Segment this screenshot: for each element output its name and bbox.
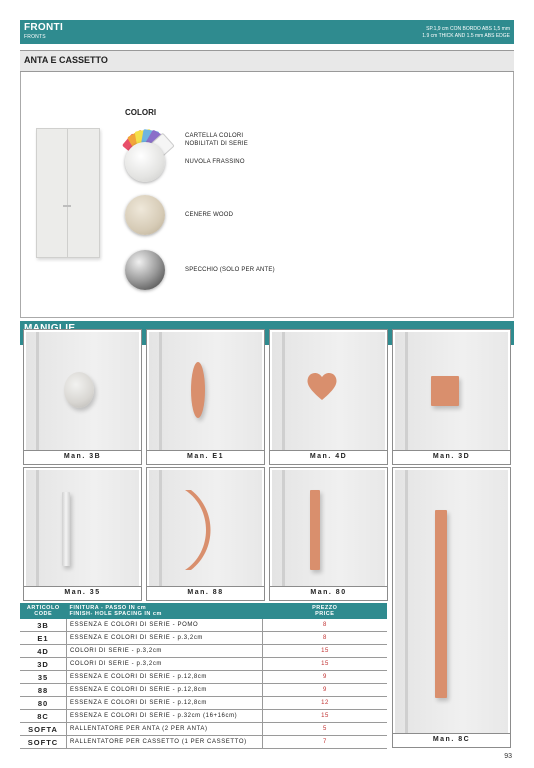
- color-item-cenere-wood: [125, 195, 325, 235]
- cenere-wood-swatch: [125, 195, 165, 235]
- handle-image-35: [26, 470, 139, 586]
- bar-handle-80-icon: [310, 490, 320, 570]
- col-finish-en: FINISH- HOLE SPACING IN cm: [69, 611, 162, 617]
- header-spec-it: SP.1,9 cm CON BORDO ABS 1,5 mm: [426, 26, 510, 32]
- handle-image-4d: [272, 332, 385, 450]
- section-bar: [20, 50, 514, 72]
- table-row: [20, 723, 387, 736]
- row-code: SOFTA: [20, 723, 67, 736]
- handle-card-35: [23, 467, 142, 601]
- row-code: 8C: [20, 710, 67, 723]
- color-label-specchio: SPECCHIO (SOLO PER ANTE): [185, 267, 275, 273]
- col-code: [20, 603, 67, 619]
- row-finish: ESSENZA E COLORI DI SERIE - p.32cm (16+16cm): [67, 710, 263, 723]
- colori-title: COLORI: [125, 108, 157, 117]
- header-title: FRONTI: [24, 22, 64, 33]
- col-finish: [67, 603, 263, 619]
- row-finish: RALLENTATORE PER CASSETTO (1 PER CASSETTO): [67, 736, 263, 749]
- handle-label-80: Man. 80: [270, 586, 387, 599]
- square-handle-icon: [431, 376, 459, 406]
- row-price: 7: [263, 736, 388, 749]
- handle-label-3d: Man. 3D: [393, 450, 510, 463]
- row-price: 9: [263, 684, 388, 697]
- handle-label-3b: Man. 3B: [24, 450, 141, 463]
- col-finish-it: FINITURA - PASSO IN cm: [69, 605, 147, 611]
- knob-3b-icon: [64, 372, 94, 408]
- row-code: 88: [20, 684, 67, 697]
- row-finish: ESSENZA E COLORI DI SERIE - p.3,2cm: [67, 632, 263, 645]
- row-price: 15: [263, 658, 388, 671]
- row-code: 3B: [20, 619, 67, 632]
- col-price: [263, 603, 388, 619]
- bar-handle-8c-icon: [435, 510, 447, 698]
- handle-image-8c: [395, 470, 508, 733]
- col-price-it: PREZZO: [312, 605, 338, 611]
- col-code-en: CODE: [34, 611, 53, 617]
- price-table: [20, 603, 387, 749]
- table-row: [20, 658, 387, 671]
- row-code: 80: [20, 697, 67, 710]
- table-row: [20, 710, 387, 723]
- handle-card-4d: [269, 329, 388, 465]
- arc-handle-88-icon: [183, 488, 213, 572]
- row-finish: COLORI DI SERIE - p.3,2cm: [67, 645, 263, 658]
- wardrobe-image: [36, 128, 100, 258]
- row-finish: RALLENTATORE PER ANTA (2 PER ANTA): [67, 723, 263, 736]
- handle-label-8c: Man. 8C: [393, 733, 510, 746]
- handle-card-8c: [392, 467, 511, 748]
- row-finish: ESSENZA E COLORI DI SERIE - p.12,8cm: [67, 684, 263, 697]
- handle-label-88: Man. 88: [147, 586, 264, 599]
- row-code: E1: [20, 632, 67, 645]
- row-finish: ESSENZA E COLORI DI SERIE - p.12,8cm: [67, 671, 263, 684]
- table-row: [20, 671, 387, 684]
- color-label-nuvola-frassino: NUVOLA FRASSINO: [185, 159, 245, 165]
- section-title: ANTA E CASSETTO: [24, 55, 108, 65]
- table-row: [20, 697, 387, 710]
- table-row: [20, 632, 387, 645]
- price-table-header: [20, 603, 387, 619]
- row-price: 15: [263, 710, 388, 723]
- bar-handle-35-icon: [62, 492, 70, 566]
- handle-label-35: Man. 35: [24, 586, 141, 599]
- handle-image-3d: [395, 332, 508, 450]
- heart-handle-icon: [306, 370, 338, 402]
- row-price: 9: [263, 671, 388, 684]
- color-label-cenere-wood: CENERE WOOD: [185, 212, 234, 218]
- row-price: 8: [263, 619, 388, 632]
- color-label-cartella-2: NOBILITATI DI SERIE: [185, 141, 248, 147]
- row-price: 5: [263, 723, 388, 736]
- color-label-cartella-1: CARTELLA COLORI: [185, 133, 244, 139]
- handle-card-88: [146, 467, 265, 601]
- handle-image-80: [272, 470, 385, 586]
- row-code: 4D: [20, 645, 67, 658]
- row-code: SOFTC: [20, 736, 67, 749]
- page-number: 93: [504, 753, 512, 760]
- color-item-specchio: [125, 250, 325, 290]
- row-code: 35: [20, 671, 67, 684]
- handle-card-3b: [23, 329, 142, 465]
- header-subtitle: FRONTS: [24, 34, 46, 40]
- handle-image-e1: [149, 332, 262, 450]
- handle-card-3d: [392, 329, 511, 465]
- nuvola-frassino-swatch: [125, 142, 165, 182]
- handle-label-e1: Man. E1: [147, 450, 264, 463]
- table-row: [20, 736, 387, 749]
- row-code: 3D: [20, 658, 67, 671]
- handle-image-3b: [26, 332, 139, 450]
- header-spec-en: 1.9 cm THICK AND 1.5 mm ABS EDGE: [422, 33, 510, 39]
- handle-image-88: [149, 470, 262, 586]
- row-finish: ESSENZA E COLORI DI SERIE - POMO: [67, 619, 263, 632]
- col-code-it: ARTICOLO: [26, 605, 60, 611]
- handle-e1-icon: [191, 362, 205, 418]
- handle-label-4d: Man. 4D: [270, 450, 387, 463]
- table-row: [20, 645, 387, 658]
- row-finish: ESSENZA E COLORI DI SERIE - p.12,8cm: [67, 697, 263, 710]
- handle-card-80: [269, 467, 388, 601]
- row-price: 8: [263, 632, 388, 645]
- row-price: 15: [263, 645, 388, 658]
- table-row: [20, 619, 387, 632]
- row-finish: COLORI DI SERIE - p.3,2cm: [67, 658, 263, 671]
- color-item-nuvola-frassino: [125, 142, 325, 182]
- handle-card-e1: [146, 329, 265, 465]
- table-row: [20, 684, 387, 697]
- catalog-page: [20, 20, 514, 748]
- header-bar: [20, 20, 514, 44]
- col-price-en: PRICE: [315, 611, 335, 617]
- row-price: 12: [263, 697, 388, 710]
- specchio-swatch: [125, 250, 165, 290]
